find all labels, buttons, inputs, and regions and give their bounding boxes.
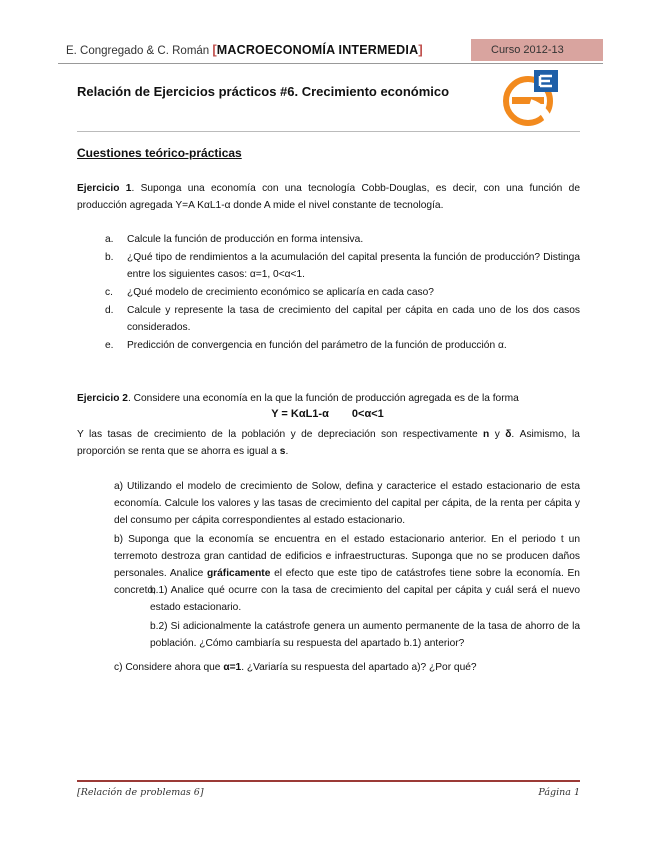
footer-divider bbox=[77, 780, 580, 782]
list-text: Calcule la función de producción en forma intensiva. bbox=[127, 234, 364, 245]
section-heading: Cuestiones teórico-prácticas bbox=[77, 146, 242, 160]
production-function-formula bbox=[0, 408, 655, 420]
footer-doc-label: [Relación de problemas 6] bbox=[77, 787, 204, 798]
part-b-bold: gráficamente bbox=[206, 568, 271, 579]
part-b-text-1: b) Suponga que la economía se encuentra en el estado estacionario anterior. En el periodo t un terremoto destroza gran cantidad de edificios e infraestructuras. Suponga que no se producen daños personales. Analice bbox=[114, 534, 580, 579]
exercise-1-statement bbox=[77, 180, 580, 214]
list-item bbox=[77, 231, 580, 248]
exercise-2-part-b1: b.1) Analice qué ocurre con la tasa de crecimiento del capital per cápita y cuál será el nuevo estado estacionario. bbox=[150, 585, 580, 613]
course-name: MACROECONOMÍA INTERMEDIA bbox=[216, 43, 419, 57]
symbol-s: s bbox=[279, 446, 286, 457]
list-marker: d. bbox=[105, 305, 114, 316]
list-text: ¿Qué modelo de crecimiento económico se aplicaría en cada caso? bbox=[127, 287, 434, 298]
bracket-close: ] bbox=[418, 42, 423, 57]
exercise-2-rates bbox=[77, 426, 580, 460]
exercise-2-part-a: a) Utilizando el modelo de crecimiento de Solow, defina y caracterice el estado estacionario de esta economía. Calcule los valores y las tasas de crecimiento del capital per cápita, de la renta per cápita y del consumo per cápita correspondientes al estado estacionario. bbox=[114, 481, 580, 526]
list-marker: a. bbox=[105, 234, 114, 245]
authors-text: E. Congregado & C. Román bbox=[66, 45, 210, 57]
list-item bbox=[77, 249, 580, 283]
exercise-2-intro bbox=[77, 390, 580, 407]
page-header bbox=[58, 39, 603, 61]
symbol-delta: δ bbox=[505, 429, 512, 440]
part-c-text-2: . ¿Variaría su respuesta del apartado a)? ¿Por qué? bbox=[241, 662, 477, 673]
list-marker: e. bbox=[105, 340, 114, 351]
rates-text-2: . Asimismo, la proporción se renta que se ahorra es igual a bbox=[77, 429, 580, 457]
list-item bbox=[77, 337, 580, 354]
formula-text: Y = KαL1-α bbox=[271, 408, 329, 420]
title-divider bbox=[77, 131, 580, 132]
exercise-2-part-c bbox=[114, 659, 580, 676]
bracket-open: [ bbox=[212, 42, 217, 57]
exercise-2-part-b2: b.2) Si adicionalmente la catástrofe genera un aumento permanente de la tasa de ahorro de la población. ¿Cómo cambiaría su respuesta del apartado b.1) anterior? bbox=[150, 621, 580, 649]
part-c-bold: α=1 bbox=[223, 662, 242, 673]
list-text: Calcule y represente la tasa de crecimiento del capital per cápita en cada uno de los dos casos considerados. bbox=[127, 305, 580, 333]
header-divider bbox=[58, 63, 603, 64]
e-logo-icon bbox=[500, 68, 560, 133]
list-text: Predicción de convergencia en función del parámetro de la función de producción α. bbox=[127, 340, 507, 351]
list-marker: b. bbox=[105, 252, 114, 263]
symbol-n: n bbox=[483, 429, 490, 440]
course-year-badge: Curso 2012-13 bbox=[471, 39, 603, 61]
header-authors bbox=[66, 42, 423, 57]
footer-page-number: Página 1 bbox=[538, 787, 580, 798]
formula-condition: 0<α<1 bbox=[351, 408, 384, 420]
list-item bbox=[77, 302, 580, 336]
rates-text-1: Y las tasas de crecimiento de la población y de depreciación son respectivamente bbox=[77, 429, 478, 440]
exercise-2-label: Ejercicio 2 bbox=[77, 393, 128, 404]
exercise-2-intro-text: . Considere una economía en la que la función de producción agregada es de la forma bbox=[127, 393, 519, 404]
rates-period: . bbox=[285, 446, 289, 457]
exercise-1-text: . Suponga una economía con una tecnología Cobb-Douglas, es decir, con una función de producción agregada Y=A KαL1-α donde A mide el nivel constante de tecnología. bbox=[77, 183, 580, 211]
part-c-text-1: c) Considere ahora que bbox=[114, 662, 221, 673]
list-item bbox=[77, 284, 580, 301]
list-text: ¿Qué tipo de rendimientos a la acumulación del capital presenta la función de producción? Distinga entre los siguientes casos: α=1, 0<α<1. bbox=[127, 252, 580, 280]
list-marker: c. bbox=[105, 287, 113, 298]
page-title: Relación de Ejercicios prácticos #6. Crecimiento económico bbox=[77, 84, 450, 99]
exercise-1-label: Ejercicio 1 bbox=[77, 183, 132, 194]
part-b-text-2: el efecto que este tipo de catástrofes tiene sobre la economía. En concreto, bbox=[114, 568, 580, 596]
exercise-1-list bbox=[77, 231, 580, 355]
rates-conjunction: y bbox=[494, 429, 500, 440]
